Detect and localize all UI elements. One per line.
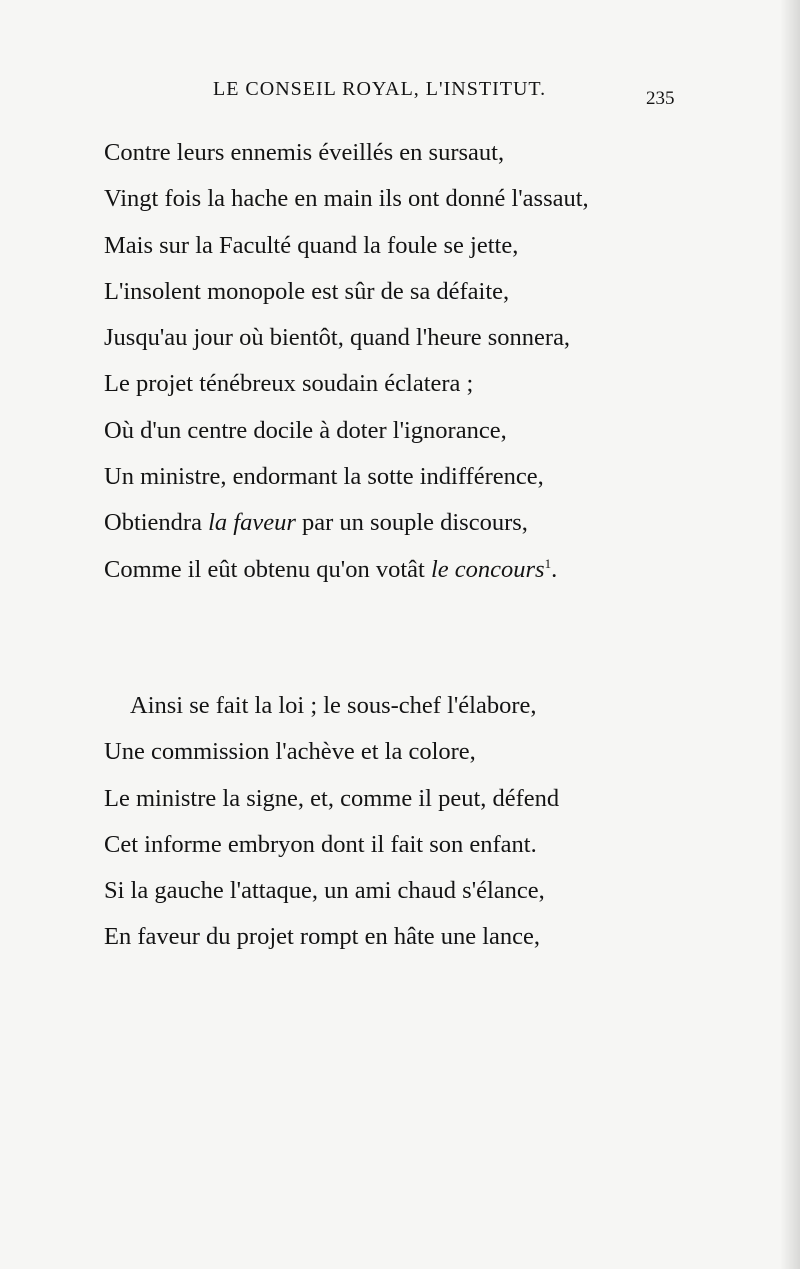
poem-verses [104, 130, 724, 961]
italic-phrase: la faveur [208, 509, 296, 537]
verse-line: Vingt fois la hache en main ils ont donné l'assaut, [104, 185, 589, 213]
verse-line: Ainsi se fait la loi ; le sous-chef l'élabore, [130, 691, 537, 719]
verse-line: Contre leurs ennemis éveillés en sursaut, [104, 139, 505, 166]
verse-line: Jusqu'au jour où bientôt, quand l'heure sonnera, [104, 324, 571, 352]
verse-line: Où d'un centre docile à doter l'ignorance, [104, 416, 507, 444]
verse-line: Si la gauche l'attaque, un ami chaud s'élance, [104, 877, 545, 905]
verse-text: Comme il eût obtenu qu'on votât [104, 555, 431, 583]
verse-line [104, 547, 724, 593]
page-edge-shadow [780, 0, 800, 1269]
verse-line: Cet informe embryon dont il fait son enfant. [104, 830, 537, 858]
verse-line [104, 500, 724, 546]
verse-text: . [551, 555, 558, 583]
verse-text: par un souple discours, [295, 509, 528, 537]
footnote-marker: 1 [544, 555, 552, 571]
verse-line: L'insolent monopole est sûr de sa défaite, [104, 277, 510, 305]
italic-phrase: le concours [430, 555, 545, 583]
running-title: LE CONSEIL ROYAL, L'INSTITUT. [213, 78, 547, 100]
verse-text: Obtiendra [104, 509, 209, 537]
verse-line: Une commission l'achève et la colore, [104, 738, 476, 766]
verse-line: Mais sur la Faculté quand la foule se jette, [104, 231, 519, 259]
verse-line: Le projet ténébreux soudain éclatera ; [104, 370, 474, 398]
page-number: 235 [646, 88, 675, 109]
verse-line: Le ministre la signe, et, comme il peut, défend [104, 784, 560, 812]
verse-line: En faveur du projet rompt en hâte une lance, [104, 923, 541, 951]
page-header [0, 78, 800, 108]
verse-line: Un ministre, endormant la sotte indifférence, [104, 463, 544, 491]
